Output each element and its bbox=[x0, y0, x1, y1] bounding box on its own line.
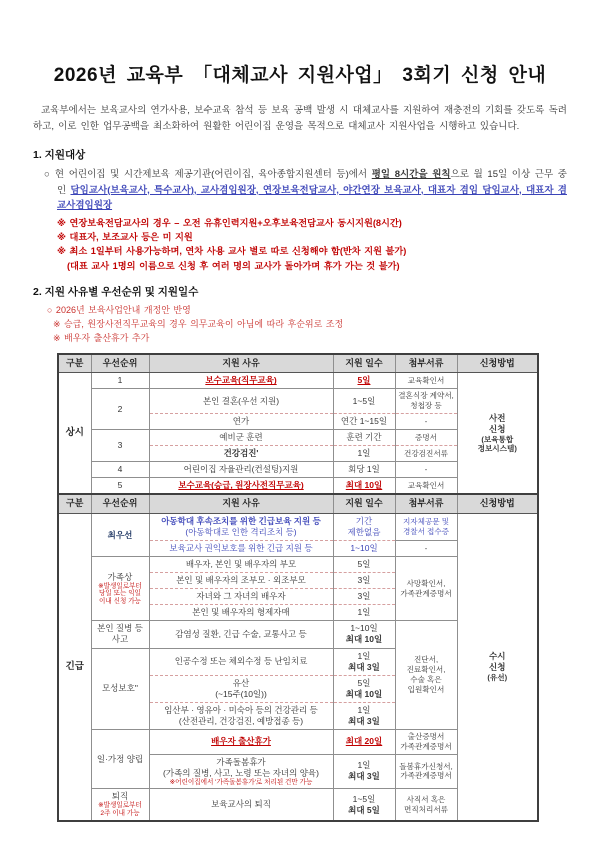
cell-line: 최대 3일 bbox=[348, 771, 380, 782]
support-target-section bbox=[33, 147, 567, 273]
column-header: 지원 일수 bbox=[333, 494, 395, 513]
cell-line: 최대 10일 bbox=[345, 688, 383, 699]
red-note: (대표 교사 1명의 이름으로 신청 후 여러 명의 교사가 돌아가며 휴가 가는 것 불가) bbox=[67, 260, 400, 271]
red-note: ※ 대표자, 보조교사 등은 미 지원 bbox=[57, 232, 193, 243]
cell-line: ※어린이집에서 '가족돌봄휴가'로 처리된 건만 가능 bbox=[169, 778, 313, 786]
table-cell: 보육교사의 퇴직 bbox=[149, 789, 333, 821]
cell-line: 수시 bbox=[489, 651, 506, 662]
cell-line: 기간 bbox=[355, 516, 373, 527]
table-cell bbox=[395, 789, 457, 821]
cell-line: 당일 또는 익일 bbox=[99, 590, 141, 598]
column-header: 구분 bbox=[58, 494, 91, 513]
table-cell: 최대 20일 bbox=[333, 729, 395, 754]
table-cell: 1 bbox=[91, 373, 149, 389]
cell-line: 신청 bbox=[489, 423, 506, 434]
table-cell bbox=[149, 702, 333, 729]
table-cell bbox=[395, 754, 457, 789]
table-cell bbox=[333, 754, 395, 789]
table-cell bbox=[333, 675, 395, 702]
table-cell: 연가 bbox=[149, 414, 333, 430]
table-cell: 일·가정 양립 bbox=[91, 729, 149, 789]
cell-line: (아동학대로 인한 격리조치 등) bbox=[185, 527, 297, 538]
table-cell bbox=[395, 729, 457, 754]
cell-line: 가족관계증명서 bbox=[400, 771, 452, 781]
cell-line: 1일 bbox=[357, 760, 371, 771]
red-note: ※ 연장보육전담교사의 경우 – 오전 유휴인력지원+오후보육전담교사 동시지원(8시간) bbox=[57, 217, 402, 228]
table-cell: 교육확인서 bbox=[395, 373, 457, 389]
text-part: 평일 8시간을 원칙 bbox=[371, 169, 451, 181]
cell-line: 출산증명서 bbox=[407, 731, 445, 741]
cell-line: 결혼식장 계약서, bbox=[398, 391, 454, 401]
column-header: 구분 bbox=[58, 354, 91, 373]
column-header: 지원 일수 bbox=[333, 354, 395, 373]
cell-line: (~15주(10일)) bbox=[215, 688, 267, 699]
table-cell: 어린이집 자율관리(컨설팅)지원 bbox=[149, 462, 333, 478]
table-cell: - bbox=[395, 414, 457, 430]
support-target-bullet bbox=[33, 167, 567, 213]
table-cell bbox=[333, 648, 395, 675]
cell-line: 아동학대 후속조치를 위한 긴급보육 지원 등 bbox=[161, 516, 321, 527]
table-cell bbox=[91, 557, 149, 621]
regular-application-table bbox=[33, 353, 567, 496]
table-cell bbox=[91, 621, 149, 648]
red-note: ○ 2026년 보육사업안내 개정안 반영 bbox=[47, 304, 191, 315]
cell-line: 1일 bbox=[357, 704, 371, 715]
cell-line: 1일 bbox=[357, 650, 371, 661]
column-header: 첨부서류 bbox=[395, 494, 457, 513]
table-cell: 2 bbox=[91, 389, 149, 430]
cell-line: 면직처리서류 bbox=[403, 804, 448, 814]
table-cell: 본인 및 배우자의 조부모 · 외조부모 bbox=[149, 573, 333, 589]
table-cell: 건강검진' bbox=[149, 446, 333, 462]
table-cell: 건강검진서류 bbox=[395, 446, 457, 462]
table-cell: 5일 bbox=[333, 373, 395, 389]
cell-line: 제한없음 bbox=[347, 527, 381, 538]
cell-line: 정보시스템) bbox=[477, 444, 517, 454]
table-cell bbox=[149, 675, 333, 702]
table-cell: 1~5일 bbox=[333, 389, 395, 414]
table-cell: 최우선 bbox=[91, 514, 149, 557]
cell-line: 유산 bbox=[232, 677, 250, 688]
table-cell: 3 bbox=[91, 430, 149, 462]
cell-line: 이내 신청 가능 bbox=[99, 598, 141, 606]
red-note: ※ 최소 1일부터 사용가능하며, 연차 사용 교사 별로 따로 신청해야 함(반차 지원 불가) bbox=[57, 246, 407, 257]
section2-heading: 2. 지원 사유별 우선순위 및 지원일수 bbox=[33, 285, 199, 298]
cell-line: 1~10일 bbox=[350, 623, 378, 634]
table-cell: 증명서 bbox=[395, 430, 457, 446]
cell-line: 신청 bbox=[489, 662, 506, 673]
table-cell bbox=[395, 389, 457, 414]
cell-line: 사전 bbox=[489, 412, 506, 423]
cell-line: 가족상 bbox=[107, 571, 133, 582]
table-cell: 5일 bbox=[333, 557, 395, 573]
priority-table-regular bbox=[57, 353, 539, 496]
table-cell: 배우자, 본인 및 배우자의 부모 bbox=[149, 557, 333, 573]
table-cell: 회당 1일 bbox=[333, 462, 395, 478]
cell-line: 사직서 혹은 bbox=[406, 794, 446, 804]
cell-line: 최대 10일 bbox=[345, 634, 383, 645]
section1-heading: 1. 지원대상 bbox=[33, 149, 86, 162]
table-cell: 3일 bbox=[333, 589, 395, 605]
table-cell bbox=[457, 514, 538, 821]
cell-line: ※발생일로부터 bbox=[98, 802, 142, 810]
table-cell bbox=[149, 514, 333, 541]
cell-line: 본인 질병 등 bbox=[97, 623, 143, 634]
table-cell: 3일 bbox=[333, 573, 395, 589]
priority-table-urgent bbox=[57, 493, 539, 822]
table-cell: 자녀와 그 자녀의 배우자 bbox=[149, 589, 333, 605]
text-part: 담임교사(보육교사, 특수교사), 교사겸임원장, 연장보육전담교사, 야간연장 보육교사, 대표자 겸임 담임교사, 대표자 겸 교사겸임원장 bbox=[57, 184, 567, 211]
table-cell: 본인 및 배우자의 형제자매 bbox=[149, 605, 333, 621]
table-cell: 교육확인서 bbox=[395, 478, 457, 495]
cell-line: 돌봄휴가신청서, bbox=[399, 761, 453, 771]
intro-paragraph: 교육부에서는 보육교사의 연가사용, 보수교육 참석 등 보육 공백 발생 시 대체교사를 지원하여 재충전의 기회를 갖도록 독려하고, 이로 인한 업무공백을 최소화하여 원활한 어린이집 운영을 목적으로 대체교사 지원사업을 시행하고 있습니다. bbox=[33, 105, 567, 132]
section1-notes bbox=[33, 216, 567, 273]
column-header: 첨부서류 bbox=[395, 354, 457, 373]
text-part: 현 어린이집 및 시간제보육 제공기관(어린이집, 육아종합지원센터 등)에서 bbox=[54, 169, 372, 181]
bullet-text bbox=[55, 169, 567, 210]
table-cell bbox=[395, 621, 457, 729]
page-title: 2026년 교육부 「대체교사 지원사업」 3회기 신청 안내 bbox=[53, 65, 547, 86]
table-cell: 1일 bbox=[333, 605, 395, 621]
cell-line: 사고 bbox=[111, 634, 129, 645]
table-cell: 예비군 훈련 bbox=[149, 430, 333, 446]
table-cell bbox=[149, 754, 333, 789]
table-cell: - bbox=[395, 541, 457, 557]
cell-line: 경찰서 접수증 bbox=[402, 527, 450, 537]
table-cell: 1~10일 bbox=[333, 541, 395, 557]
table-cell: 연간 1~15일 bbox=[333, 414, 395, 430]
table-cell bbox=[91, 789, 149, 821]
cell-line: (가족의 질병, 사고, 노령 또는 자녀의 양육) bbox=[163, 767, 319, 778]
column-header: 지원 사유 bbox=[149, 494, 333, 513]
cell-line: (유선) bbox=[487, 673, 508, 683]
table-cell: 5 bbox=[91, 478, 149, 495]
cell-line: 사망확인서, bbox=[406, 578, 446, 588]
table-cell bbox=[333, 514, 395, 541]
cell-line: ※발생일로부터 bbox=[98, 582, 142, 590]
table-cell: 감염성 질환, 긴급 수술, 교통사고 등 bbox=[149, 621, 333, 648]
cell-line: 지자체공문 및 bbox=[402, 517, 450, 527]
cell-line: 최대 3일 bbox=[348, 715, 380, 726]
cell-line: 퇴직 bbox=[111, 791, 129, 802]
table-cell bbox=[333, 789, 395, 821]
table-cell: 상시 bbox=[58, 373, 91, 495]
cell-line: 2주 이내 가능 bbox=[100, 810, 140, 818]
bullet-marker: ○ bbox=[44, 169, 55, 181]
table-cell: 보수교육(승급, 원장사전직무교육) bbox=[149, 478, 333, 495]
table-cell: 배우자 출산휴가 bbox=[149, 729, 333, 754]
column-header: 우선순위 bbox=[91, 494, 149, 513]
column-header: 우선순위 bbox=[91, 354, 149, 373]
cell-line: 최대 3일 bbox=[348, 661, 380, 672]
cell-line: 청첩장 등 bbox=[410, 401, 442, 411]
cell-line: 진단서, bbox=[413, 655, 439, 665]
urgent-application-table bbox=[33, 493, 567, 822]
column-header: 신청방법 bbox=[457, 494, 538, 513]
column-header: 지원 사유 bbox=[149, 354, 333, 373]
cell-line: 1~5일 bbox=[352, 793, 376, 804]
cell-line: (산전관리, 건강검진, 예방접종 등) bbox=[178, 715, 304, 726]
table-cell bbox=[333, 702, 395, 729]
cell-line: 5일 bbox=[357, 677, 371, 688]
table-cell bbox=[395, 514, 457, 541]
cell-line: 가족관계증명서 bbox=[400, 588, 452, 598]
cell-line: 가족관계증명서 bbox=[400, 741, 452, 751]
table-cell: 훈련 기간 bbox=[333, 430, 395, 446]
table-cell: 보수교육(직무교육) bbox=[149, 373, 333, 389]
cell-line: 입원확인서 bbox=[407, 684, 445, 694]
priority-section bbox=[33, 284, 567, 346]
table-cell: 모성보호'' bbox=[91, 648, 149, 729]
table-cell: 보육교사 권익보호를 위한 긴급 지원 등 bbox=[149, 541, 333, 557]
cell-line: 수술 혹은 bbox=[410, 675, 442, 685]
text-part: 으로 월 15일 이상 근무 중인 bbox=[57, 169, 567, 196]
red-note: ※ 배우자 출산휴가 추가 bbox=[53, 332, 150, 343]
table-cell bbox=[457, 373, 538, 495]
table-cell: 1일 bbox=[333, 446, 395, 462]
table-cell: 본인 결혼(우선 지원) bbox=[149, 389, 333, 414]
table-cell bbox=[395, 557, 457, 621]
section2-notes bbox=[33, 304, 567, 346]
cell-line: 임산부 · 영유아 · 미숙아 등의 건강관리 등 bbox=[164, 704, 318, 715]
table-cell: 최대 10일 bbox=[333, 478, 395, 495]
table-cell: 인공수정 또는 체외수정 등 난임치료 bbox=[149, 648, 333, 675]
cell-line: 가족돌봄휴가 bbox=[216, 756, 266, 767]
table-cell: 4 bbox=[91, 462, 149, 478]
red-note: ※ 승급, 원장사전직무교육의 경우 의무교육이 아님에 따라 후순위로 조정 bbox=[53, 318, 344, 329]
cell-line: (보육통합 bbox=[481, 434, 514, 444]
cell-line: 최대 5일 bbox=[348, 804, 380, 815]
table-cell bbox=[333, 621, 395, 648]
column-header: 신청방법 bbox=[457, 354, 538, 373]
table-cell: - bbox=[395, 462, 457, 478]
cell-line: 진료확인서, bbox=[406, 665, 446, 675]
table-cell: 긴급 bbox=[58, 514, 91, 821]
